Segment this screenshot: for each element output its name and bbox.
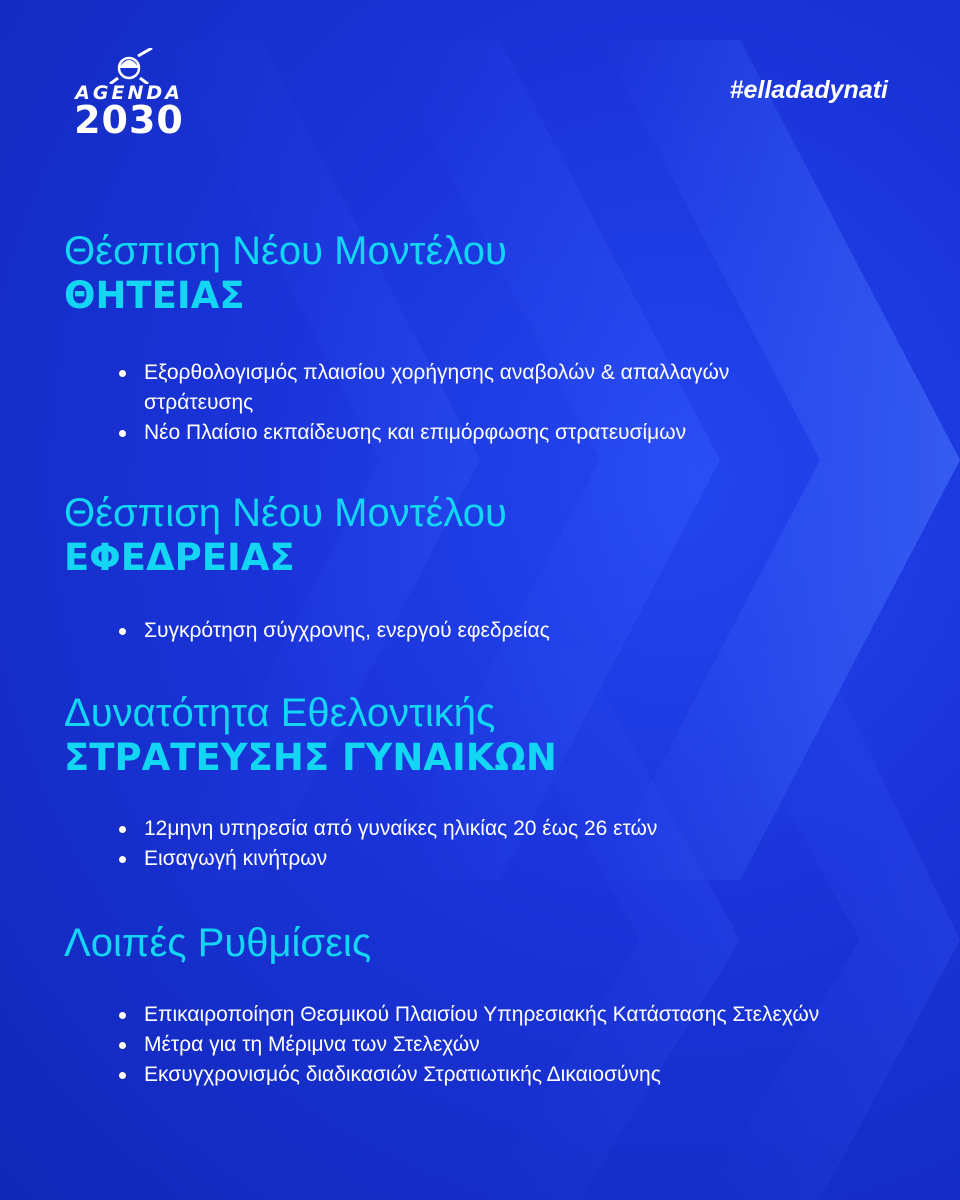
bullet-dot-icon [119, 370, 126, 377]
list-item: 12μηνη υπηρεσία από γυναίκες ηλικίας 20 έως 26 ετών [64, 814, 844, 844]
section-reserve [64, 490, 904, 646]
mascot-emblem-icon [58, 48, 200, 84]
bullet-dot-icon [119, 430, 126, 437]
logo-year-text: 2030 [74, 98, 184, 142]
list-item: Μέτρα για τη Μέριμνα των Στελεχών [64, 1030, 844, 1060]
agenda-2030-logo [58, 48, 200, 140]
section-conscription [64, 228, 904, 448]
bullet-dot-icon [119, 1012, 126, 1019]
section-title-bold: ΕΦΕΔΡΕΙΑΣ [64, 536, 295, 579]
bullet-dot-icon [119, 628, 126, 635]
section-women-service [64, 690, 904, 874]
bullet-list [64, 616, 904, 646]
section-other-provisions [64, 920, 904, 1090]
bullet-list [64, 358, 904, 448]
list-item: Συγκρότηση σύγχρονης, ενεργού εφεδρείας [64, 616, 844, 646]
list-item: Εξορθολογισμός πλαισίου χορήγησης αναβολών & απαλλαγών στράτευσης [64, 358, 844, 418]
section-title-bold: ΘΗΤΕΙΑΣ [64, 274, 245, 317]
section-title-light: Θέσπιση Νέου Μοντέλου [64, 491, 507, 535]
logo-agenda-text: AGENDA [75, 82, 183, 104]
hashtag: #elladadynati [729, 76, 888, 104]
list-item: Νέο Πλαίσιο εκπαίδευσης και επιμόρφωσης στρατευσίμων [64, 418, 844, 448]
bullet-list [64, 814, 904, 874]
section-title-light: Θέσπιση Νέου Μοντέλου [64, 229, 507, 273]
list-item: Επικαιροποίηση Θεσμικού Πλαισίου Υπηρεσιακής Κατάστασης Στελεχών [64, 1000, 844, 1030]
list-item: Εκσυγχρονισμός διαδικασιών Στρατιωτικής Δικαιοσύνης [64, 1060, 844, 1090]
bullet-dot-icon [119, 1072, 126, 1079]
bullet-dot-icon [119, 1042, 126, 1049]
bullet-dot-icon [119, 826, 126, 833]
bullet-dot-icon [119, 856, 126, 863]
bullet-list [64, 1000, 904, 1090]
section-title-light: Δυνατότητα Εθελοντικής [64, 691, 496, 735]
section-title-light: Λοιπές Ρυθμίσεις [64, 921, 372, 965]
section-title-bold: ΣΤΡΑΤΕΥΣΗΣ ΓΥΝΑΙΚΩΝ [64, 736, 557, 779]
list-item: Εισαγωγή κινήτρων [64, 844, 844, 874]
